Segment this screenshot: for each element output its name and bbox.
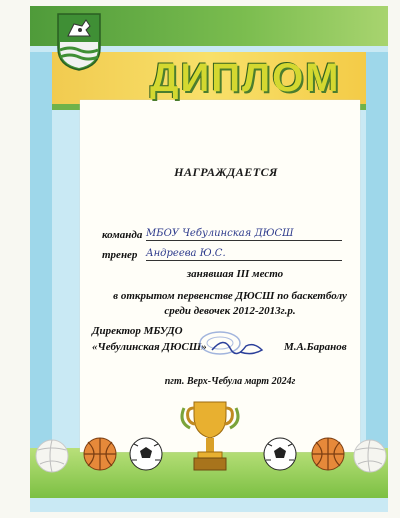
diploma-title: ДИПЛОМ xyxy=(150,56,341,100)
basketball-right-icon xyxy=(312,438,344,470)
coach-value: Андреева Ю.С. xyxy=(146,248,342,261)
place-text: занявшая III место xyxy=(186,268,284,280)
volleyball-left-icon xyxy=(36,440,68,472)
team-label: команда xyxy=(102,229,143,241)
coach-label: тренер xyxy=(102,249,138,261)
signature-mark xyxy=(206,332,270,362)
basketball-left-icon xyxy=(84,438,116,470)
director-name: М.А.Баранов xyxy=(284,341,347,353)
director-title: Директор МБУДО xyxy=(92,325,183,337)
school-name: «Чебулинская ДЮСШ» xyxy=(92,341,207,353)
trophy-cup-icon xyxy=(178,398,242,476)
volleyball-right-icon xyxy=(354,440,386,472)
place-date: пгт. Верх-Чебула март 2024г xyxy=(164,376,296,387)
soccer-ball-right-icon xyxy=(264,438,296,470)
event-line-2: среди девочек 2012-2013г.р. xyxy=(164,305,296,317)
coat-of-arms-icon xyxy=(56,12,102,72)
awarded-heading: НАГРАЖДАЕТСЯ xyxy=(174,165,278,179)
team-value: МБОУ Чебулинская ДЮСШ xyxy=(146,228,342,241)
soccer-ball-left-icon xyxy=(130,438,162,470)
event-line-1: в открытом первенстве ДЮСШ по баскетболу xyxy=(113,290,347,302)
